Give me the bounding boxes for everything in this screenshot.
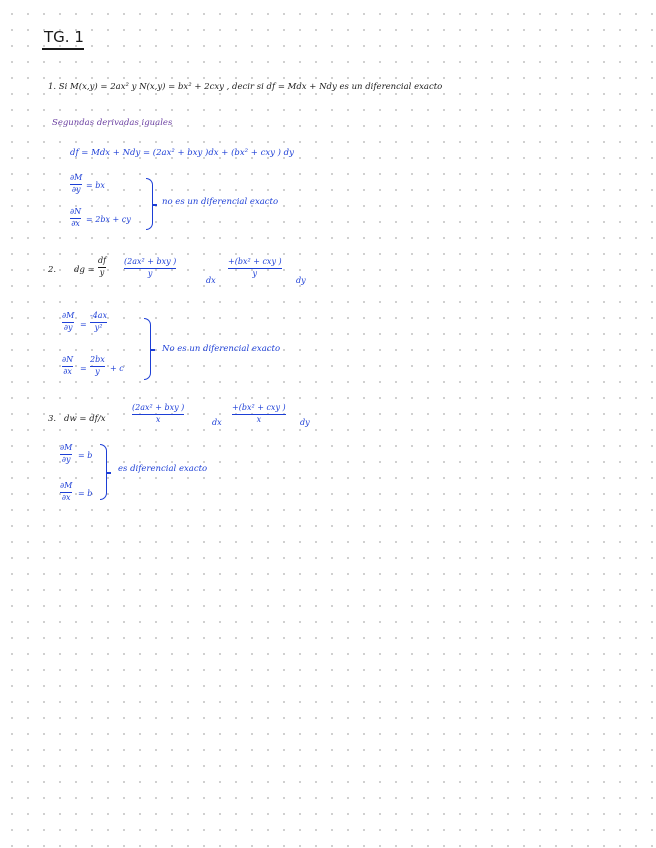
p2-df-over-y	[98, 257, 106, 278]
p2-dM-rden: y²	[94, 322, 103, 332]
p1-conclusion: no es un diferencial exacto	[162, 197, 279, 207]
p3-brace	[100, 444, 107, 500]
p1-dN-value: = 2bx + cy	[86, 215, 131, 224]
p2-t1-den: y	[147, 268, 153, 278]
p3-term1-fraction	[132, 404, 184, 425]
p2-t2-den: y	[252, 268, 258, 278]
p2-t1-dx: dx	[206, 276, 216, 285]
p2-dN-rnum: 2bx	[90, 355, 105, 364]
p2-term2-fraction	[228, 258, 282, 279]
p2-dM-dy-fraction	[62, 312, 74, 333]
p3-t1-den: x	[155, 414, 161, 424]
p2-dM-den: ∂y	[63, 322, 73, 332]
p1-dN-den: ∂x	[71, 218, 80, 228]
p2-df-num: df	[98, 256, 107, 265]
p2-df-den: y	[99, 267, 105, 277]
p2-dN-num: ∂N	[62, 355, 74, 364]
p1-dN-num: ∂N	[70, 207, 82, 216]
p1-brace	[146, 178, 153, 230]
p3-dN-value: = b	[78, 489, 93, 498]
p1-dM-dy-fraction	[70, 174, 82, 195]
p2-t2-dy: dy	[296, 276, 306, 285]
p3-t2-num: +(bx² + cxy )	[232, 403, 286, 412]
p2-t1-num: (2ax² + bxy )	[124, 257, 177, 266]
p3-t2-den: x	[256, 414, 262, 424]
p3-dM-value: = b	[78, 451, 93, 460]
problem-1-df-line: df = Mdx + Ndy = (2ax² + bxy )dx + (bx² + cxy ) dy	[70, 148, 294, 158]
p1-dM-den: ∂y	[71, 184, 81, 194]
title-underline	[42, 48, 84, 50]
problem-1-note: Segundas derivadas iguales	[52, 118, 173, 128]
problem-1-statement: 1. Si M(x,y) = 2ax² y N(x,y) = bx² + 2cxy , decir si df = Mdx + Ndy es un diferencial exacto	[48, 82, 443, 92]
p2-dN-result	[90, 356, 105, 377]
p3-dN-num: ∂M	[60, 481, 73, 490]
page-title: TG. 1	[44, 28, 84, 46]
p2-dN-den: ∂x	[63, 366, 72, 376]
p1-dM-num: ∂M	[70, 173, 83, 182]
p2-brace	[144, 318, 151, 380]
p3-t2-dy: dy	[300, 418, 310, 427]
p2-dN-rden: y	[95, 366, 100, 376]
p2-dM-num: ∂M	[62, 311, 75, 320]
p2-term1-fraction	[124, 258, 176, 279]
p3-t1-dx: dx	[212, 418, 222, 427]
p3-dN-den: ∂x	[61, 492, 71, 502]
problem-3-label: 3.	[48, 414, 57, 424]
p2-dg: dg =	[74, 265, 95, 275]
p3-dN-dx-fraction	[60, 482, 72, 503]
p3-t1-num: (2ax² + bxy )	[132, 403, 185, 412]
p2-dN-dx-fraction	[62, 356, 73, 377]
p3-dM-num: ∂M	[60, 443, 73, 452]
p1-dM-value: = bx	[86, 181, 105, 190]
p2-t2-num: +(bx² + cxy )	[228, 257, 282, 266]
p2-conclusion: No es un diferencial exacto	[162, 344, 281, 354]
p2-dN-tail: + c	[110, 364, 124, 373]
p2-dM-result	[90, 312, 107, 333]
p3-lead: dw = df/x	[64, 414, 106, 424]
p2-dM-rnum: -4ax	[90, 311, 108, 320]
problem-2-label: 2.	[48, 265, 57, 275]
p3-dM-den: ∂y	[61, 454, 71, 464]
p3-term2-fraction	[232, 404, 286, 425]
p3-conclusion: es diferencial exacto	[118, 464, 208, 474]
p1-dN-dx-fraction	[70, 208, 81, 229]
p3-dM-dy-fraction	[60, 444, 72, 465]
